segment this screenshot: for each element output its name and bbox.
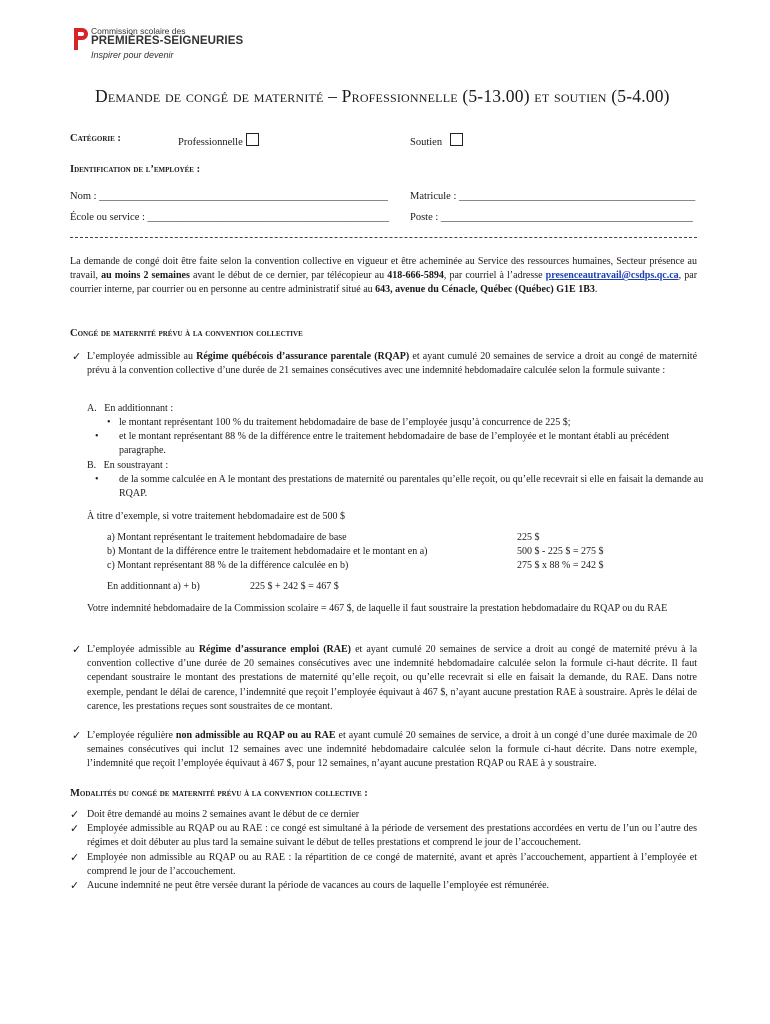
logo-line-1: Commission scolaire des [91,26,186,36]
non-admissible-bold: non admissible au RQAP ou au RAE [175,730,336,741]
checkmark-icon: ✓ [72,644,82,656]
step-b-bullet-1 [95,473,709,501]
rqap-bold: Régime québécois d’assurance parentale (RQAP) [196,351,410,362]
fax-number: 418-666-5894 [387,270,444,282]
category-label: Catégorie : [70,133,121,144]
section2-heading: Modalités du congé de maternité prévu à la convention collective : [70,788,368,799]
step-a-bullet-2 [95,430,709,458]
step-a-label: A. [87,403,97,414]
rqap-item [87,350,697,378]
rae-bold: Régime d’assurance emploi (RAE) [198,644,351,655]
checkmark-icon: ✓ [70,852,80,864]
example-c: c) Montant représentant 88 % de la différence calculée en b) [107,560,349,571]
logo-tagline: Inspirer pour devenir [91,50,174,60]
step-a-bullet-1 [107,416,697,430]
non-admissible-text-2: et ayant cumulé 20 semaines de service, a droit à un congé d’une durée maximale de 20 semaines consécutives qui inclut 12 semaines avec une indemnité hebdomadaire calculée selon la formule ci-haut décrite. Dans notre exemple, l’indemnité que reçoit l’employée équivaut à 467 $, pour 12 semaines, n’ayant aucune prestation RQAP ou RAE à y soustraire. [87,730,698,770]
example-sum-label: En additionnant a) + b) [107,581,200,592]
intro-text-3: , par courriel à l’adresse [443,270,543,282]
category-option-support [410,133,463,148]
support-label: Soutien [410,137,443,148]
step-a-text: En additionnant : [104,403,174,414]
ecole-service-field[interactable]: École ou service : ______________________________________________ [70,212,390,223]
professional-checkbox[interactable] [246,133,259,146]
rqap-text-1: L’employée admissible au [87,351,193,362]
step-b-text: En soustrayant : [103,460,169,471]
poste-field[interactable]: Poste : ________________________________________________ [410,212,693,223]
intro-text-4: , par courrier interne, par courrier ou en personne au centre administratif situé au [70,270,698,296]
step-b-bullet-1-text: de la somme calculée en A le montant des prestations de maternité ou parentales qu’elle reçoit, ou qu’elle recevrait si elle en faisait la demande au RQAP. [119,474,704,499]
intro-text-2: avant le début de ce dernier, par télécopieur au [192,270,385,282]
modalite-item-4: Aucune indemnité ne peut être versée durant la période de vacances au cours de laquelle l’employée est rémunérée. [87,880,550,891]
step-a-bullet-2-text: et le montant représentant 88 % de la différence entre le traitement hebdomadaire de base de l’employée et le montant établi au précédent paragraphe. [119,431,670,456]
rqap-text-2: et ayant cumulé 20 semaines de service a droit au congé de maternité prévu à la convention collective d’une durée de 21 semaines consécutives avec une indemnité hebdomadaire calculée selon la formule suivante : [87,351,698,377]
identification-heading: Identification de l’employée : [70,164,201,175]
address-text: 643, avenue du Cénacle, Québec (Québec) G1E 1B3 [375,284,595,296]
non-admissible-item [87,729,697,772]
support-checkbox[interactable] [450,133,463,146]
professional-label: Professionnelle [178,137,243,148]
intro-paragraph [70,255,697,298]
intro-text-1: La demande de congé doit être faite selon la convention collective en vigueur et être acheminée au Service des ressources humaines, Secteur présence au travail, [70,256,697,282]
example-a: a) Montant représentant le traitement hebdomadaire de base [107,532,347,543]
step-a-bullet-1-text: le montant représentant 100 % du traitement hebdomadaire de base de l’employée jusqu’à concurrence de 225 $; [119,417,571,428]
bullet-icon: • [95,474,99,485]
matricule-field[interactable]: Matricule : _____________________________________________ [410,191,696,202]
intro-delay: au moins 2 semaines [101,270,190,282]
modalite-item-1: Doit être demandé au moins 2 semaines avant le début de ce dernier [87,809,360,820]
example-c-value: 275 $ x 88 % = 242 $ [517,560,604,571]
bullet-icon: • [95,431,99,442]
example-intro: À titre d’exemple, si votre traitement hebdomadaire est de 500 $ [87,511,345,522]
rae-text-2: et ayant cumulé 20 semaines de service a droit au congé de maternité prévu à la convention collective d’une durée de 20 semaines consécutives avec une indemnité hebdomadaire calculée selon la formule ci-haut décrite. Il faut cependant soustraire le montant des prestations de maternité qu’elle reçoit, ou qu’elle recevrait si elle en faisait la demande, du RAE. Dans notre exemple, pendant le délai de carence, l’indemnité que reçoit l’employée équivaut à 467 $, n’ayant aucune prestation RAE à soustraire. Après le délai de carence, les prestations reçues sont soustraites de ce montant. [87,644,698,712]
bullet-icon: • [107,417,111,428]
checkmark-icon: ✓ [72,730,82,742]
checkmark-icon: ✓ [70,880,80,892]
example-a-value: 225 $ [517,532,540,543]
category-option-professional [178,133,259,148]
modalite-item-3: Employée non admissible au RQAP ou au RAE : la répartition de ce congé de maternité, avant et après l’accouchement, appartient à l’employée et comprend le jour de l’accouchement. [87,852,697,878]
example-result: Votre indemnité hebdomadaire de la Commission scolaire = 467 $, de laquelle il faut soustraire la prestation hebdomadaire du RQAP ou du RAE [87,603,668,614]
checkmark-icon: ✓ [72,351,82,363]
email-link[interactable]: presenceautravail@csdps.qc.ca [545,270,679,282]
step-a [87,402,173,416]
logo-line-2: PREMIÈRES-SEIGNEURIES [91,35,244,47]
intro-text-5: . [594,284,598,296]
separator-line [70,237,697,238]
modalite-item-2: Employée admissible au RQAP ou au RAE : ce congé est simultané à la période de versement des prestations accordées en vertu de l’un ou l’autre des régimes et doit débuter au plus tard la semaine suivant le début de telles prestations et comprend le jour de l’accouchement. [87,823,697,849]
rae-item [87,643,697,714]
example-sum-value: 225 $ + 242 $ = 467 $ [250,581,339,592]
nom-field[interactable]: Nom : _______________________________________________________ [70,191,388,202]
page-title: Demande de congé de maternité – Professionnelle (5-13.00) et soutien (5-4.00) [95,86,670,106]
non-admissible-text-1: L’employée régulière [87,730,173,741]
step-b-label: B. [87,460,97,471]
checkmark-icon: ✓ [70,809,80,821]
rae-text-1: L’employée admissible au [87,644,195,655]
example-b-value: 500 $ - 225 $ = 275 $ [517,546,604,557]
step-b [87,459,168,473]
organization-logo-icon [72,26,88,52]
checkmark-icon: ✓ [70,823,80,835]
example-b: b) Montant de la différence entre le traitement hebdomadaire et le montant en a) [107,546,428,557]
section1-heading: Congé de maternité prévu à la convention collective [70,328,303,339]
